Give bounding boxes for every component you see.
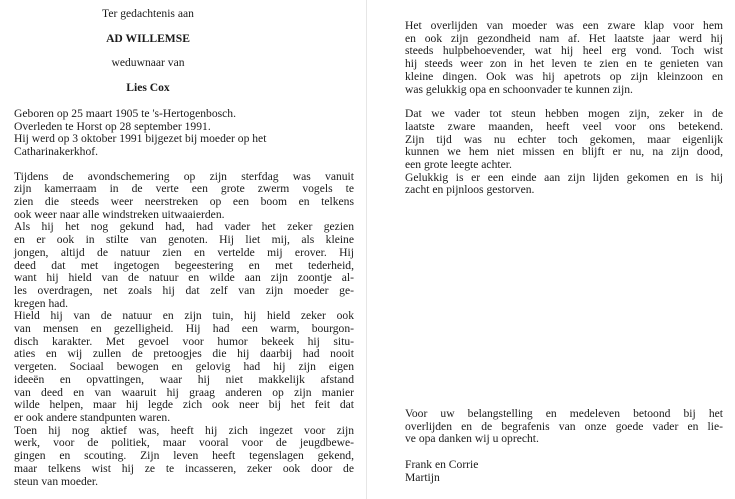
text-line: Het overlijden van moeder was een zware klap voor hem	[405, 19, 723, 32]
text-line: kregen had.	[14, 296, 69, 310]
text-line: en er ook in stilte van genoten. Hij liet mij, als kleine	[14, 233, 354, 247]
text-line: er ook andere standpunten waren.	[14, 410, 171, 424]
text-line: een grote leegte achter.	[405, 158, 512, 172]
text-line: Als hij het nog gekund had, had vader het zeker gezien	[14, 220, 354, 234]
left-page	[14, 8, 354, 488]
text-line: wilde helpen, maar hij legde zich ook neer bij het feit dat	[14, 398, 354, 412]
text-line: disch karakter. Met gevoel voor humor bekeek hij situ-	[14, 334, 354, 348]
text-line: kunnen we hem niet missen en blijft er nu, na zijn dood,	[405, 145, 723, 159]
text-line: aties en wij zullen de pretoogjes die hij daarbij had nooit	[14, 347, 354, 361]
text-line: zien die steeds weer neerstreken op een boom en telkens	[14, 195, 354, 209]
text-line: maar telkens wist hij ze te incasseren, zeker ook door de	[14, 461, 354, 475]
text-line: jongen, altijd de natuur zien en vertelde mij erover. Hij	[14, 245, 354, 259]
paragraph-support	[405, 108, 723, 172]
text-line: Gelukkig is er een einde aan zijn lijden gekomen en is hij	[405, 170, 723, 184]
text-line: was gelukkig opa en schoonvader te kunnen zijn.	[405, 82, 633, 96]
card-fold-line	[366, 0, 367, 499]
text-line: steun van moeder.	[14, 474, 99, 488]
text-line: en ook zijn gezondheid nam af. Het laatste jaar werd hij	[405, 31, 723, 45]
text-line: ve opa danken wij u oprecht.	[405, 432, 539, 446]
text-line: zacht en pijnloos gestorven.	[405, 183, 535, 197]
paragraph-evening	[14, 171, 354, 222]
text-line: Zijn tijd was nu echter toch gekomen, maar eigenlijk	[405, 132, 723, 146]
text-line: ideeën en opvattingen, waar hij niet makkelijk afstand	[14, 372, 354, 386]
text-line: Voor uw belangstelling en medeleven betoond bij het	[405, 407, 723, 420]
text-line: Tijdens de avondschemering op zijn sterfdag was vanuit	[14, 169, 354, 183]
signer-name: Frank en Corrie	[405, 458, 479, 471]
paragraph-character	[14, 310, 354, 424]
text-line: Toen hij nog aktief was, heeft hij zich ingezet voor zijn	[14, 423, 354, 437]
text-line: zijn kamerraam in de verte een grote zwerm vogels te	[14, 182, 354, 196]
paragraph-peace	[405, 172, 723, 197]
intro-line: Ter gedachtenis aan	[102, 7, 194, 20]
paragraph-work	[14, 425, 354, 489]
text-line: overlijden en de begrafenis van onze goede vader en lie-	[405, 419, 723, 433]
relation-line: weduwnaar van	[111, 56, 185, 70]
text-line: steeds hulpbehoevender, wat hij heel erg vond. Toch wist	[405, 44, 723, 58]
burial-place-line: Catharinakerkhof.	[14, 144, 99, 158]
paragraph-nature	[14, 221, 354, 310]
thank-you-note	[405, 408, 723, 446]
text-line: ook weer naar alle windstreken uitwaaierden.	[14, 207, 225, 221]
paragraph-mother	[405, 20, 723, 96]
text-line: laatste zware maanden, heeft veel voor ons betekend.	[405, 119, 723, 133]
burial-line: Hij werd op 3 oktober 1991 bijgezet bij moeder op het	[14, 132, 267, 146]
text-line: Hield hij van de natuur en zijn tuin, hij hield zeker ook	[14, 309, 354, 323]
text-line: van mensen en gezelligheid. Hij had een warm, bourgon-	[14, 322, 354, 336]
text-line: gingen en scouting. Zijn leven heeft tegenslagen gekend,	[14, 449, 354, 463]
text-line: deed dat met ingetogen begeestering en met tederheid,	[14, 258, 354, 272]
text-line: van deed en van waaruit hij graag anderen op zijn manier	[14, 385, 354, 399]
deceased-name: AD WILLEMSE	[106, 31, 190, 45]
right-page	[405, 20, 723, 197]
text-line: Dat we vader tot steun hebben mogen zijn, zeker in de	[405, 107, 723, 121]
text-line: kleine dingen. Ook was hij apetrots op zijn kleinzoon en	[405, 69, 723, 83]
text-line: want hij hield van de natuur en wilde aan zijn zoontje al-	[14, 271, 354, 285]
signer-name: Martijn	[405, 470, 440, 484]
text-line: vergeten. Sociaal bewogen en gelovig had hij zijn eigen	[14, 360, 354, 374]
signatories	[405, 459, 478, 484]
text-line: hij steeds weer zon in het leven te zien en te genieten van	[405, 57, 723, 71]
life-facts	[14, 108, 354, 159]
death-line: Overleden te Horst op 28 september 1991.	[14, 119, 211, 133]
birth-line: Geboren op 25 maart 1905 te 's-Hertogenbosch.	[14, 106, 236, 120]
text-line: werk, voor de politiek, maar vooral voor de jeugdbewe-	[14, 436, 354, 450]
text-line: les overdragen, net zoals hij dat zelf van zijn moeder ge-	[14, 283, 354, 297]
spouse-name: Lies Cox	[126, 81, 170, 95]
